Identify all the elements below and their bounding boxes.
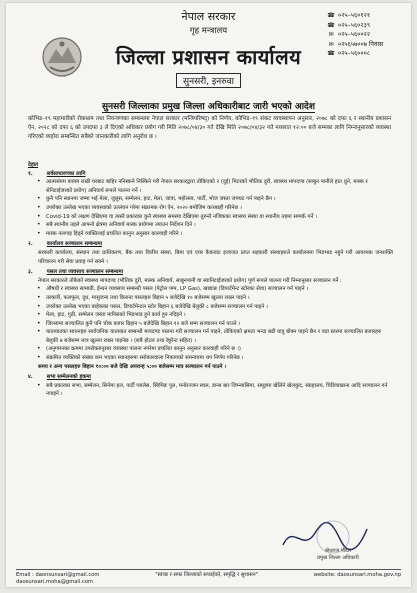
list-item: • संक्रमित व्यक्तिको संख्या कम भएका स्थानहरुमा सरोकारवाला निकायको समन्वयमा थप निर्णय गरिनेछ । (46, 354, 393, 363)
phone-icon: ☎ (327, 12, 335, 19)
contact-row (327, 40, 405, 50)
list-item: • (अनुगमनका क्रममा उपरोक्तानुसार व्यवस्था पालना नगरेमा प्रचलित कानुन अनुसार कारवाही गरिने छ ।) (46, 345, 393, 354)
footer-email-1: Email : daonsunsari@gmail.com (16, 572, 100, 578)
section-3-heading (28, 268, 393, 277)
section-4-title: सभा सम्मेलनको हकमा (46, 374, 91, 381)
section-1-number: १. (28, 170, 33, 177)
contact-text: ०२५–५६०००८ (338, 50, 371, 57)
section-3-paragraph: नेपाल सरकारले तोकेको स्वास्थ्य मापदण्ड (भौतिक दुरी, मास्क अनिवार्य, साबुनपानी वा स्यानिटाईजरको प्रयोग) पूर्ण रूपले पालना गरी निम्नानुसार सञ्चालन गर्ने : (38, 277, 342, 284)
govt-name: नेपाल सरकार (181, 10, 236, 23)
mail-icon: ✉ (328, 40, 334, 48)
signatory-role: प्रमुख जिल्ला अधिकारी (317, 554, 359, 561)
section-1-list (28, 178, 393, 238)
notice-page (6, 3, 411, 587)
section-2-heading (28, 240, 393, 249)
page-footer (16, 569, 401, 586)
location-box: सुनसरी, इनरुवा (176, 73, 241, 88)
list-item: • कुनै पनि स्थानमा जम्मा भई मेला, जुलुस, सम्मेलन, हाट, मेला, जात्रा, महोत्सव, पार्टी, भोज जस्ता जमघट गर्न पाइने छैन । (46, 195, 393, 204)
list-item: • सबै प्रकारका सभा, सम्मेलन, सिनेमा हल, पार्टी प्यालेस, स्विमिङ पुल, मनोरञ्जन स्थल, डान्स बार जिम्न्यासिमा, समूहमा खेलिने खेलकुद, संग्रहालय, चिडियाखाना आदि सञ्चालन गर्न नपाइने । (46, 382, 393, 399)
section-3-note: समय र अन्य पसलहरु बिहान १०:०० बजे देखि अपरान्ह ५:०० बजेसम्म मात्र सञ्चालन गर्न पाउने । (38, 363, 227, 370)
list-item: • तरकारी, फलफूल, दुध, मासुजन्य तथा किराना पसलहरु बिहान ५ बजेदेखि १० बजेसम्म खुल्ला राख्न पाइने । (46, 294, 393, 303)
signatory-name: बोधराज पौडेल (324, 548, 352, 554)
section-block-1 (28, 161, 393, 399)
phone-icon: ☎ (327, 21, 335, 29)
contact-list (327, 11, 405, 59)
contact-row (327, 11, 405, 21)
footer-slogan: "स्वच्छ र सफा जिल्लाको सफाईको, समृद्धि र सुशासन" (155, 572, 258, 578)
list-item: • जिल्लामा सञ्चालित कुनै पनि चोक बजार बिहान ५ बजेदेखि बिहान १२ बजे सम्म सञ्चालन गर्न पाउने । (46, 320, 393, 329)
fax-icon: ✉ (328, 31, 334, 38)
contact-text: ०२५६५७००७ निवास (338, 40, 384, 48)
list-item: • उपरोक्त उल्लेख भएका व्यवस्थाको उल्लंघन गरेमा संक्रामक रोग ऐन, २०२० बमोजिम कारबाही गरिनेछ । (46, 204, 393, 213)
list-item: • सबै स्थानीय तहले आफ्नो क्षेत्रमा अनिवार्य मास्क प्रयोगमा ल्याउन निर्देशन दिने । (46, 221, 393, 230)
ministry-name: गृह मन्त्रालय (189, 26, 228, 36)
notice-title-text: सुनसरी जिल्लाका प्रमुख जिल्ला अधिकारीबाट जारी भएको आदेश (102, 102, 315, 112)
contact-text: ०२५–५६००२२ (338, 31, 371, 38)
section-4-list (28, 382, 393, 399)
section-2-paragraph: सरकारी कार्यालय, संस्थान तथा प्राधिकरण, बैंक तथा वित्तीय संस्था, बिमा एवं एयर कैकवाट इजाजत प्राप्त सहकारी संस्थाहरुले कार्यालयमा भिडभाड नहुने गरी आवश्यक जनशक्ति परिचालन गरी सेवा प्रवाह गर्न सक्ने । (38, 249, 393, 265)
section-3-number: ३. (28, 269, 33, 276)
section-3-title: पसल तथा व्यवसाय सञ्चालन सम्बन्धमा (46, 269, 123, 276)
phone-icon: ☎ (327, 50, 335, 57)
footer-email-2: daosunsari.moha@gmail.com (16, 579, 94, 585)
contact-row (327, 30, 405, 40)
section-4-heading (28, 373, 393, 382)
list-item: • मेला, हाट, गुठी, सम्मेलन जस्ता मानिसको भिडभाड हुने कार्य हुन नदिइने । (46, 311, 393, 320)
footer-emails (16, 572, 99, 586)
section-1-title: सर्वसाधारणका लागि (46, 170, 86, 177)
section-2-title: कार्यालय सञ्चालन सम्बन्धमा (46, 241, 103, 248)
contact-text: ०२५–५६०१२१ (338, 12, 371, 19)
list-item: • आत्मसंयम कायम राखी घरबाट बाहिर ननिस्कने निस्किने गरी नेपाल सरकारद्वारा तोकिएको २ (दुई) मिटरको भौतिक दुरी, स्वास्थ्य मापदण्ड (साबुन पानीले हात धुने, मास्क र सेनिटाईजरको प्रयोग) अनिवार्य रूपले पालना गर्ने । (46, 178, 393, 195)
section-2-number: २. (28, 241, 33, 248)
contact-row (327, 21, 405, 31)
list-item: • उपरोक्त उल्लेख भएका बाहेकका पसल, डिपार्टमेन्टल स्टोर बिहान ६ बजेदेखि बेलुकी ८ बजेसम्म सञ्चालन गर्न पाइने । (46, 303, 393, 312)
contact-row (327, 49, 405, 59)
signatory-block (299, 548, 377, 561)
notice-title (6, 99, 411, 112)
office-name: जिल्ला प्रशासन कार्यालय (115, 45, 302, 69)
list-item: • औषधी र स्वास्थ्य सामाग्री, ईन्धन व्यवसाय सम्बन्धी पसल (पेट्रोल पम्प, LP Gas), खाद्यान्न (डिपार्टमेन्ट स्टोरका सेवा) सञ्चालन गर्न पाइने । (46, 285, 393, 294)
section-1-heading (28, 170, 393, 179)
footer-website: website: daosunsari.moha.gov.np (313, 572, 401, 578)
list-item: • मास्क नलगाइ हिड्ने व्यक्तिलाई प्रचलित कानुन अनुसार कारवाही गरिने । (46, 230, 393, 239)
contact-text: ०२५–५६०२३९ (338, 21, 371, 29)
deshat-heading: देहात (28, 162, 39, 168)
list-item: • यातायातका साधनहरु सार्वजनिक यातायात सम्बन्धी मापदण्ड पालना गरी सञ्चालन गर्न पाइने, तोकिएको क्षमता भन्दा बढी यात्रु बोक्न पाइने छैन र वडा स्तरमा सञ्चालित बजारहरु बेलुकी ७ बजेसम्म मात्र खुल्ला राख्न पाइनेछ । (सबै होटल तथा रेष्टुरेन्ट सहित) । (46, 328, 393, 345)
intro-paragraph: कोभिड–१९ महामारीको रोकथाम तथा नियन्त्रणका सम्बन्धमा नेपाल सरकार (मन्त्रिपरिषद्) को निर्णय, कोभिड–१९ संकट व्यवस्थापन अनुसार, २०७८ को दफा ६ र स्थानीय प्रशासन ऐन, २०२८ को दफा ६ को उपदफा ३ ले दिएको अधिकार प्रयोग गरी मिति २०७८/०४/३० गते देखि मिति २०७८/०४/३२ गते मध्यरात १२:०० बजे सम्मका लागि निम्नानुसारको व्यवस्था गरिएको व्यहोरा सम्बन्धित सबैको जानकारीको लागि अनुरोध छ । (28, 116, 391, 140)
section-4-number: ४. (28, 374, 33, 381)
list-item: • Covid-19 को लक्षण देखिएमा वा त्यस्तै प्रकारका कुनै स्वास्थ्य समस्या देखिएमा तुरुन्तै नजिकका स्वास्थ्य संस्था वा स्थानीय तहमा सम्पर्क गर्ने । (46, 213, 393, 222)
office-location (6, 73, 411, 88)
section-3-list (28, 285, 393, 362)
